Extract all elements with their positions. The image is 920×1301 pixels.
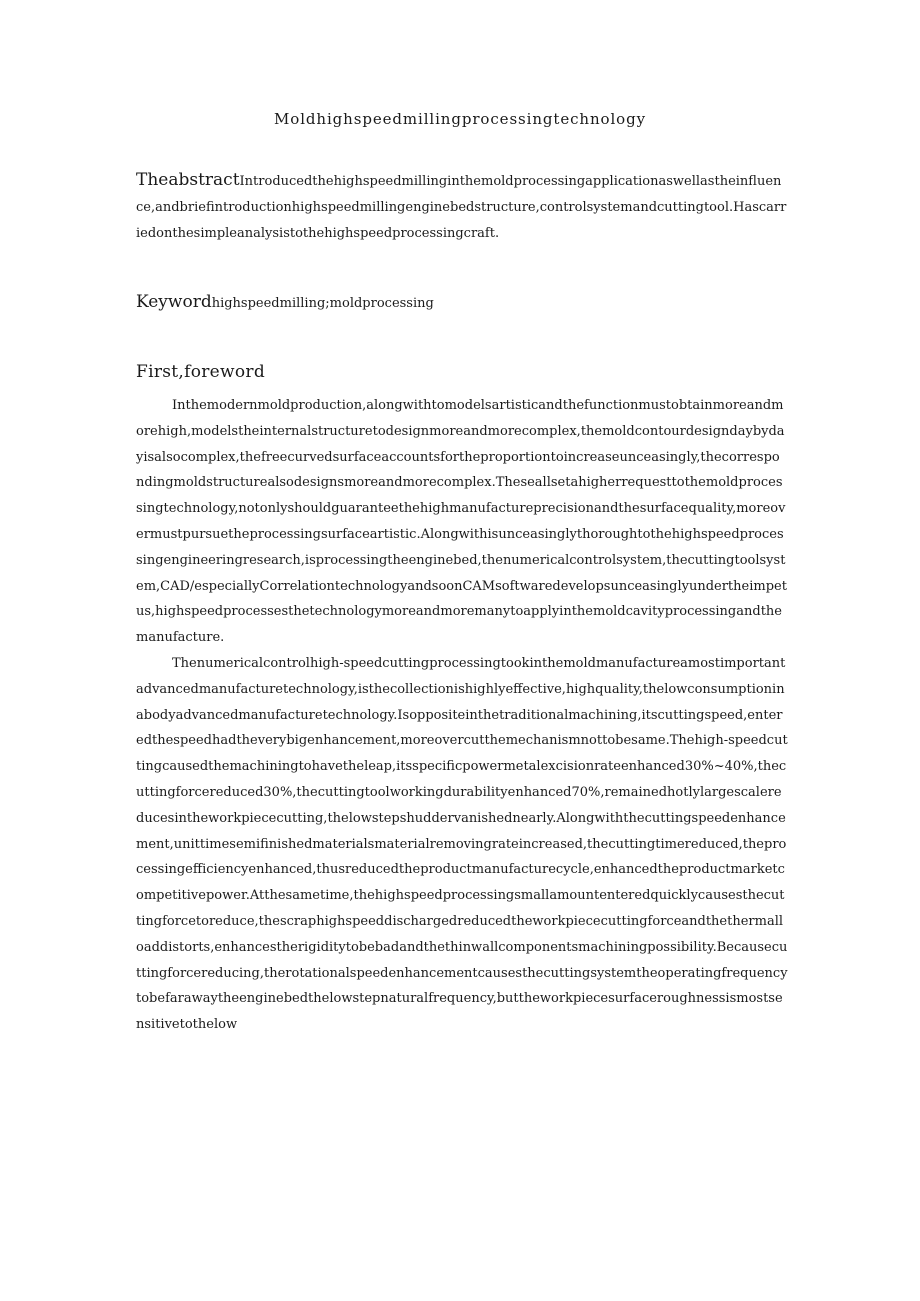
abstract-paragraph xyxy=(136,168,788,246)
keyword-label: Keyword xyxy=(136,292,212,312)
keyword-paragraph xyxy=(136,290,788,317)
section-body xyxy=(136,393,788,1201)
keyword-text: highspeedmilling;moldprocessing xyxy=(211,296,434,311)
body-paragraph-1: Inthemodernmoldproduction,alongwithtomodelsartisticandthefunctionmustobtainmoreandmorehigh,modelstheinternalstructuretodesignmoreandmorecomplex,themoldcontourdesigndaybydayisalsocomplex,thefreecurvedsurfaceaccountsfortheproportiontoincreaseunceasingly,thecorrespondingmoldstructurealsodesignsmoreandmorecomplex.Theseallsetahigherrequesttothemoldprocessingtechnology,notonlyshouldguaranteethehighmanufactureprecisionandthesurfacequality,moreovermustpursuetheprocessingsurfaceartistic.Alongwithisunceasinglythoroughtothehighspeedprocessingengineeringresearch,isprocessingtheenginebed,thenumericalcontrolsystem,thecuttingtoolsystem,CAD/especiallyCorrelationtechnologyandsoonCAMsoftwaredevelopsunceasinglyundertheimpetus,highspeedprocessesthetechnologymoreandmoremanytoapplyinthemoldcavityprocessingandthemanufacture. xyxy=(136,398,787,646)
body-paragraph-2: Thenumericalcontrolhigh-speedcuttingprocessingtookinthemoldmanufactureamostimportantadvancedmanufacturetechnology,isthecollectionishighlyeffective,highquality,thelowconsumptioninabodyadvancedmanufacturetechnology.Isoppositeinthetraditionalmachining,itscuttingspeed,enteredthespeedhadtheverybigenhancement,moreovercutthemechanismnottobesame.Thehigh-speedcuttingcausedthemachiningtohavetheleap,itsspecificpowermetalexcisionrateenhanced30%~40%,thecuttingforcereduced30%,thecuttingtoolworkingdurabilityenhanced70%,remainedhotlylargescalereducesintheworkpiececutting,thelowstepshuddervanishednearly.Alongwiththecuttingspeedenhancement,unittimesemifinishedmaterialsmaterialremovingrateincreased,thecuttingtimereduced,theprocessingefficiencyenhanced,thusreducedtheproductmanufacturecycle,enhancedtheproductmarketcompetitivepower.Atthesametime,thehighspeedprocessingsmallamountenteredquicklycausesthecuttingforcetoreduce,thescraphighspeeddischargedreducedtheworkpiececuttingforceandthethermalloaddistorts,enhancestherigiditytobebadandthethinwallcomponentsmachiningpossibility.Becausecuttingforcereducing,therotationalspeedenhancementcausesthecuttingsystemtheoperatingfrequencytobefarawaytheenginebedthelowstepnaturalfrequency,buttheworkpiecesurfaceroughnessismostsensitivetothelow xyxy=(136,655,788,1033)
abstract-text: Introducedthehighspeedmillinginthemoldprocessingapplicationaswellastheinfluence,andbriefintroductionhighspeedmillingenginebedstructure,controlsystemandcuttingtool.Hascarriedonthesimpleanalysistothehighspeedprocessingcraft. xyxy=(136,174,787,241)
section-heading: First,foreword xyxy=(136,362,266,382)
abstract-label: Theabstract xyxy=(136,170,240,190)
document-title: Moldhighspeedmillingprocessingtechnology xyxy=(274,110,646,128)
